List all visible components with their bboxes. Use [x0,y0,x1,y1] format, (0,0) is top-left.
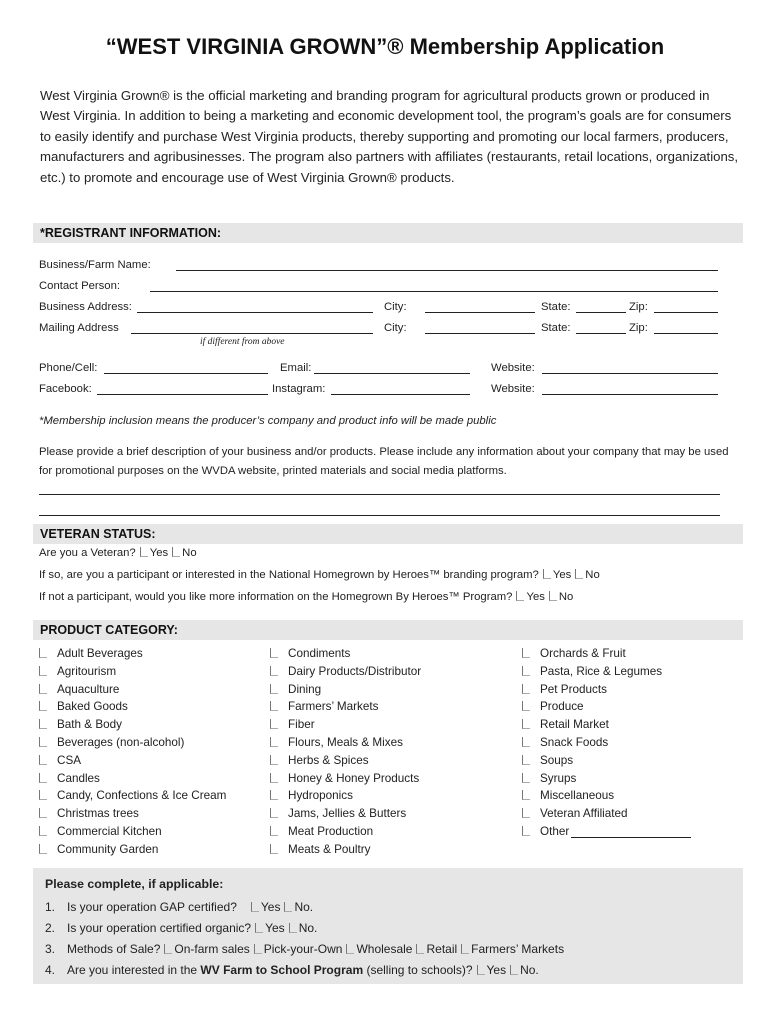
product-item[interactable] [522,663,691,681]
product-item[interactable] [270,698,421,716]
veteran-q2-no: No [585,569,600,581]
veteran-q1 [39,546,197,560]
veteran-q3-yes-checkbox[interactable] [516,591,524,601]
registrant-heading: *REGISTRANT INFORMATION: [33,223,743,243]
product-checkbox[interactable] [522,719,530,729]
product-checkbox[interactable] [522,701,530,711]
product-label: Dining [288,682,322,696]
product-checkbox[interactable] [522,648,530,658]
q4-yes-checkbox[interactable] [477,965,485,975]
product-column-3 [522,645,691,841]
product-checkbox[interactable] [270,790,278,800]
veteran-q3-no-checkbox[interactable] [549,591,557,601]
method-label: Farmers’ Markets [471,942,565,956]
phone-field[interactable] [104,373,268,374]
product-item[interactable] [39,823,226,841]
product-item[interactable] [522,681,691,699]
product-label: Retail Market [540,718,609,732]
veteran-q2 [39,568,600,582]
veteran-q1-yes-checkbox[interactable] [140,547,148,557]
product-item[interactable] [270,716,421,734]
product-checkbox[interactable] [522,666,530,676]
business-name-field[interactable] [176,270,718,271]
product-checkbox[interactable] [39,790,47,800]
product-item[interactable] [39,752,226,770]
product-item[interactable] [522,787,691,805]
product-checkbox[interactable] [39,719,47,729]
product-checkbox[interactable] [270,755,278,765]
product-checkbox[interactable] [270,737,278,747]
veteran-q2-yes: Yes [552,569,572,581]
method-label: On-farm sales [174,942,250,956]
q2-number: 2. [45,921,56,935]
product-checkbox[interactable] [270,773,278,783]
contact-field[interactable] [150,291,718,292]
product-label: Produce [540,700,584,714]
product-label: Snack Foods [540,735,609,749]
facebook-label: Facebook: [39,383,92,395]
product-label: Honey & Honey Products [288,771,420,785]
q4-no-checkbox[interactable] [510,965,518,975]
q3-text: Methods of Sale? [67,942,161,956]
method-checkbox[interactable] [461,944,469,954]
product-checkbox[interactable] [522,790,530,800]
product-item[interactable] [522,823,691,841]
veteran-q3-text: If not a participant, would you like more information on the Homegrown By Heroes™ Program? [39,591,513,603]
business-name-label: Business/Farm Name: [39,259,151,271]
product-checkbox[interactable] [270,826,278,836]
product-item[interactable] [270,663,421,681]
product-label: Christmas trees [57,807,139,821]
product-label: Veteran Affiliated [540,807,628,821]
complete-q2 [45,921,317,935]
mailing-address-label: Mailing Address [39,322,119,334]
product-label: Other [540,824,570,838]
product-item[interactable] [522,805,691,823]
mailing-city-field[interactable] [425,333,535,334]
complete-heading: Please complete, if applicable: [45,877,224,891]
business-city-field[interactable] [425,312,535,313]
product-label: Beverages (non-alcohol) [57,735,185,749]
q2-no: No. [298,921,318,935]
product-label: Community Garden [57,842,159,856]
product-item[interactable] [522,734,691,752]
q4-text-pre: Are you interested in the [67,963,198,977]
product-column-1 [39,645,226,859]
product-checkbox[interactable] [39,684,47,694]
method-checkbox[interactable] [164,944,172,954]
mailing-city-label: City: [384,322,407,334]
method-label: Retail [426,942,458,956]
product-item[interactable] [39,663,226,681]
product-label: Aquaculture [57,682,120,696]
q1-text: Is your operation GAP certified? [67,900,237,914]
product-checkbox[interactable] [270,808,278,818]
product-label: Fiber [288,718,315,732]
business-zip-field[interactable] [654,312,718,313]
product-item[interactable] [270,752,421,770]
product-item[interactable] [39,841,226,859]
website-field-1[interactable] [542,373,718,374]
instagram-field[interactable] [331,394,470,395]
product-label: Condiments [288,647,351,660]
product-label: Candy, Confections & Ice Cream [57,789,227,803]
product-checkbox[interactable] [270,648,278,658]
method-checkbox[interactable] [416,944,424,954]
product-label: Syrups [540,771,577,785]
if-different-note: if different from above [200,337,285,347]
description-line-1[interactable] [39,494,720,495]
product-checkbox[interactable] [522,737,530,747]
product-checkbox[interactable] [270,844,278,854]
business-state-field[interactable] [576,312,626,313]
product-label: Baked Goods [57,700,128,714]
veteran-q2-yes-checkbox[interactable] [543,569,551,579]
product-item[interactable] [522,752,691,770]
website-field-2[interactable] [542,394,718,395]
business-address-label: Business Address: [39,301,132,313]
mailing-state-label: State: [541,322,571,334]
email-label: Email: [280,362,312,374]
product-item[interactable] [270,770,421,788]
q2-no-checkbox[interactable] [289,923,297,933]
product-heading: PRODUCT CATEGORY: [33,620,743,640]
product-item[interactable] [39,716,226,734]
method-label: Pick-your-Own [263,942,343,956]
veteran-q1-yes: Yes [149,547,169,559]
business-zip-label: Zip: [629,301,648,313]
product-checkbox[interactable] [39,666,47,676]
product-label: Dairy Products/Distributor [288,664,422,678]
product-checkbox[interactable] [39,844,47,854]
veteran-q2-no-checkbox[interactable] [575,569,583,579]
q1-no: No. [294,900,314,914]
product-checkbox[interactable] [270,684,278,694]
business-address-field[interactable] [137,312,373,313]
product-label: Farmers’ Markets [288,700,379,714]
mailing-address-field[interactable] [131,333,373,334]
complete-q4 [45,963,539,977]
product-item[interactable] [270,734,421,752]
website-label-2: Website: [491,383,535,395]
product-checkbox[interactable] [39,826,47,836]
product-item[interactable] [39,698,226,716]
q4-yes: Yes [486,963,507,977]
complete-q1 [45,900,313,914]
q1-no-checkbox[interactable] [284,902,292,912]
product-label: Pet Products [540,682,607,696]
product-label: Herbs & Spices [288,753,369,767]
website-label-1: Website: [491,362,535,374]
product-label: Miscellaneous [540,789,615,803]
product-item[interactable] [39,681,226,699]
q2-text: Is your operation certified organic? [67,921,252,935]
product-checkbox[interactable] [39,737,47,747]
product-item[interactable] [39,645,226,663]
business-city-label: City: [384,301,407,313]
method-checkbox[interactable] [346,944,354,954]
product-label: Candles [57,771,100,785]
product-item[interactable] [522,645,691,663]
product-item[interactable] [522,716,691,734]
complete-panel [33,868,743,984]
q1-yes-checkbox[interactable] [251,902,259,912]
veteran-q3-yes: Yes [526,591,545,603]
product-label: Agritourism [57,664,117,678]
product-column-2 [270,645,421,859]
public-disclaimer: *Membership inclusion means the producer’s company and product info will be made public [39,415,497,427]
product-label: Meats & Poultry [288,842,371,856]
product-label: Bath & Body [57,718,122,732]
q4-no: No. [520,963,539,977]
intro-paragraph: West Virginia Grown® is the official marketing and branding program for agricultural products grown or produced in West Virginia. In addition to being a marketing and economic development tool, the program’s goals are for consumers to easily identify and purchase West Virginia products, thereby supporting and promoting our local farmers, producers, manufacturers and agribusinesses. The program also partners with affiliates (restaurants, retail locations, organizations, etc.) to promote and encourage use of West Virginia Grown® products. [40,88,739,185]
product-item[interactable] [270,787,421,805]
facebook-field[interactable] [97,394,268,395]
product-label: Soups [540,753,574,767]
veteran-heading: VETERAN STATUS: [33,524,743,544]
product-checkbox[interactable] [270,701,278,711]
product-label: CSA [57,753,82,767]
product-checkbox[interactable] [522,826,530,836]
contact-label: Contact Person: [39,280,121,292]
product-checkbox[interactable] [522,755,530,765]
product-label: Hydroponics [288,789,353,803]
mailing-state-field[interactable] [576,333,626,334]
product-item[interactable] [270,645,421,663]
q4-text-post: (selling to schools)? [366,963,473,977]
veteran-q3-no: No [558,591,574,603]
methods-options [160,942,564,956]
q1-number: 1. [45,900,56,914]
product-label: Jams, Jellies & Butters [288,807,407,821]
veteran-q1-no: No [182,547,197,559]
product-item[interactable] [522,698,691,716]
description-prompt: Please provide a brief description of your business and/or products. Please include any information about your company that may be used for promotional purposes on the WVDA website, printed materials and social media platforms. [39,446,729,477]
product-item[interactable] [39,770,226,788]
instagram-label: Instagram: [272,383,326,395]
mailing-zip-label: Zip: [629,322,648,334]
q1-yes: Yes [260,900,281,914]
product-label: Pasta, Rice & Legumes [540,664,663,678]
product-checkbox[interactable] [39,701,47,711]
veteran-q3 [39,590,573,604]
other-write-in-line[interactable] [571,825,691,838]
product-checkbox[interactable] [39,773,47,783]
product-item[interactable] [522,770,691,788]
product-checkbox[interactable] [39,755,47,765]
product-item[interactable] [39,734,226,752]
product-item[interactable] [39,787,226,805]
product-checkbox[interactable] [39,808,47,818]
method-label: Wholesale [356,942,413,956]
q2-yes-checkbox[interactable] [255,923,263,933]
veteran-q1-text: Are you a Veteran? [39,547,136,559]
product-label: Commercial Kitchen [57,824,162,838]
product-item[interactable] [270,805,421,823]
q4-program-name: WV Farm to School Program [200,963,364,977]
product-label: Adult Beverages [57,647,143,660]
product-label: Orchards & Fruit [540,647,626,660]
description-line-2[interactable] [39,515,720,516]
phone-label: Phone/Cell: [39,362,98,374]
method-checkbox[interactable] [254,944,262,954]
veteran-q2-text: If so, are you a participant or interested in the National Homegrown by Heroes™ branding program? [39,569,539,581]
product-item[interactable] [270,823,421,841]
product-checkbox[interactable] [39,648,47,658]
product-item[interactable] [270,841,421,859]
product-checkbox[interactable] [522,684,530,694]
product-checkbox[interactable] [522,773,530,783]
q3-number: 3. [45,942,56,956]
product-item[interactable] [39,805,226,823]
complete-q3 [45,942,564,956]
mailing-zip-field[interactable] [654,333,718,334]
product-checkbox[interactable] [270,719,278,729]
q2-yes: Yes [265,921,285,935]
product-item[interactable] [270,681,421,699]
q4-number: 4. [45,963,56,977]
product-label: Flours, Meals & Mixes [288,735,403,749]
veteran-q1-no-checkbox[interactable] [172,547,180,557]
page-title: “WEST VIRGINIA GROWN”® Membership Application [105,34,665,59]
product-label: Meat Production [288,824,374,838]
business-state-label: State: [541,301,571,313]
email-field[interactable] [314,373,470,374]
product-checkbox[interactable] [522,808,530,818]
product-checkbox[interactable] [270,666,278,676]
